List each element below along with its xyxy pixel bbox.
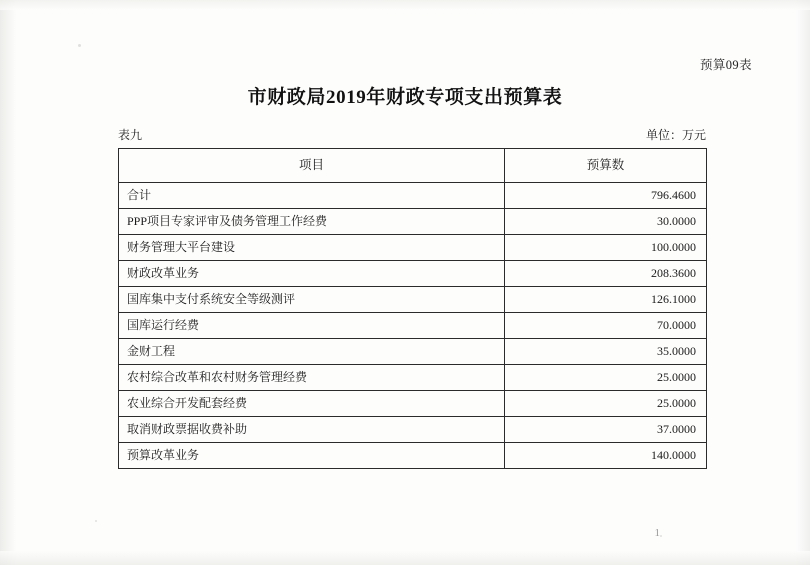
table-row: [119, 313, 707, 339]
row-item-label: 国库集中支付系统安全等级测评: [119, 287, 505, 313]
table-row: [119, 261, 707, 287]
table-row: [119, 235, 707, 261]
scan-speck: [660, 535, 662, 537]
table-row: [119, 391, 707, 417]
row-amount-value: 25.0000: [505, 391, 707, 417]
page-number: 1: [654, 527, 660, 539]
row-item-label: 农村综合改革和农村财务管理经费: [119, 365, 505, 391]
row-amount-value: 208.3600: [505, 261, 707, 287]
table-row: [119, 365, 707, 391]
form-code: 预算09表: [699, 58, 752, 72]
row-item-label: 预算改革业务: [119, 443, 505, 469]
scan-edge-top: [0, 0, 810, 10]
row-item-label: 财务管理大平台建设: [119, 235, 505, 261]
row-item-label: 合计: [119, 183, 505, 209]
row-amount-value: 25.0000: [505, 365, 707, 391]
scan-speck: [78, 44, 81, 47]
scan-speck: [95, 520, 97, 522]
scan-edge-bottom: [0, 551, 810, 565]
row-amount-value: 70.0000: [505, 313, 707, 339]
table-row: [119, 417, 707, 443]
table-row: [119, 209, 707, 235]
row-item-label: 财政改革业务: [119, 261, 505, 287]
unit-label: 单位：万元: [645, 128, 706, 142]
table-body: [119, 183, 707, 469]
row-amount-value: 30.0000: [505, 209, 707, 235]
row-item-label: 国库运行经费: [119, 313, 505, 339]
table-row: [119, 339, 707, 365]
row-item-label: PPP项目专家评审及债务管理工作经费: [119, 209, 505, 235]
row-amount-value: 796.4600: [505, 183, 707, 209]
row-amount-value: 126.1000: [505, 287, 707, 313]
column-header-item: 项目: [119, 149, 505, 183]
row-amount-value: 100.0000: [505, 235, 707, 261]
row-amount-value: 140.0000: [505, 443, 707, 469]
table-header-row: [119, 149, 707, 183]
row-amount-value: 35.0000: [505, 339, 707, 365]
page-title: 市财政局2019年财政专项支出预算表: [247, 87, 563, 108]
column-header-amount: 预算数: [505, 149, 707, 183]
table-row: [119, 443, 707, 469]
row-amount-value: 37.0000: [505, 417, 707, 443]
row-item-label: 金财工程: [119, 339, 505, 365]
table-label: 表九: [118, 128, 143, 142]
table-meta-row: [118, 126, 706, 143]
row-item-label: 取消财政票据收费补助: [119, 417, 505, 443]
table-row: [119, 183, 707, 209]
budget-table: [118, 148, 707, 469]
table-row: [119, 287, 707, 313]
row-item-label: 农业综合开发配套经费: [119, 391, 505, 417]
